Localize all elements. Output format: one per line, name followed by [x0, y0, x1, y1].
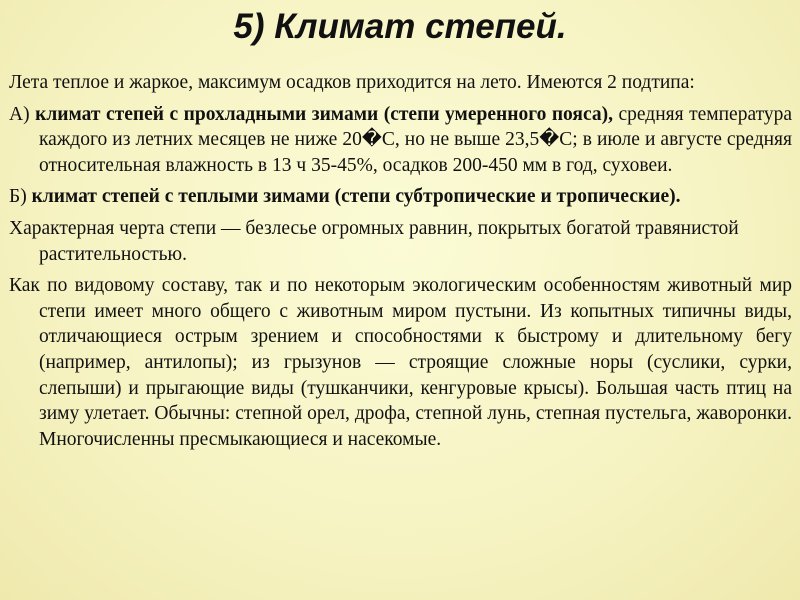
subtype-b-marker: Б)	[9, 186, 32, 208]
fauna-paragraph: Как по видовому составу, так и по некоторым экологическим особенностям животный мир степи имеет много общего с животным миром пустыни. Из копытных типичны виды, отличающиеся острым зрением и способностями к быстрому и длительному бегу (например, антилопы); из грызунов — строящие сложные норы (суслики, сурки, слепыши) и прыгающие виды (тушканчики, кенгуровые крысы). Большая часть птиц на зиму улетает. Обычны: степной орел, дрофа, степной лунь, степная пустельга, жаворонки. Многочисленны пресмыкающиеся и насекомые.	[9, 275, 792, 450]
subtype-b-heading: климат степей с теплыми зимами (степи субтропические и тропические).	[31, 186, 681, 208]
slide-body	[9, 70, 792, 458]
subtype-a-marker: А)	[9, 103, 36, 125]
subtype-b-paragraph	[9, 184, 792, 210]
vegetation-paragraph: Характерная черта степи — безлесье огромных равнин, покрытых богатой травянистой растительностью.	[9, 217, 739, 265]
subtype-a-paragraph	[9, 102, 792, 179]
slide-title: 5) Климат степей.	[233, 7, 567, 46]
subtype-a-heading: климат степей с прохладными зимами (степи умеренного пояса),	[35, 103, 613, 125]
subtype-a-text: средняя температура каждого из летних месяцев не ниже 20�С, но не выше 23,5�С; в июле и августе средняя относительная влажность в 13 ч 35-45%, осадков 200-450 мм в год, суховеи.	[39, 103, 793, 176]
intro-paragraph: Лета теплое и жаркое, максимум осадков приходится на лето. Имеются 2 подтипа:	[9, 72, 695, 93]
